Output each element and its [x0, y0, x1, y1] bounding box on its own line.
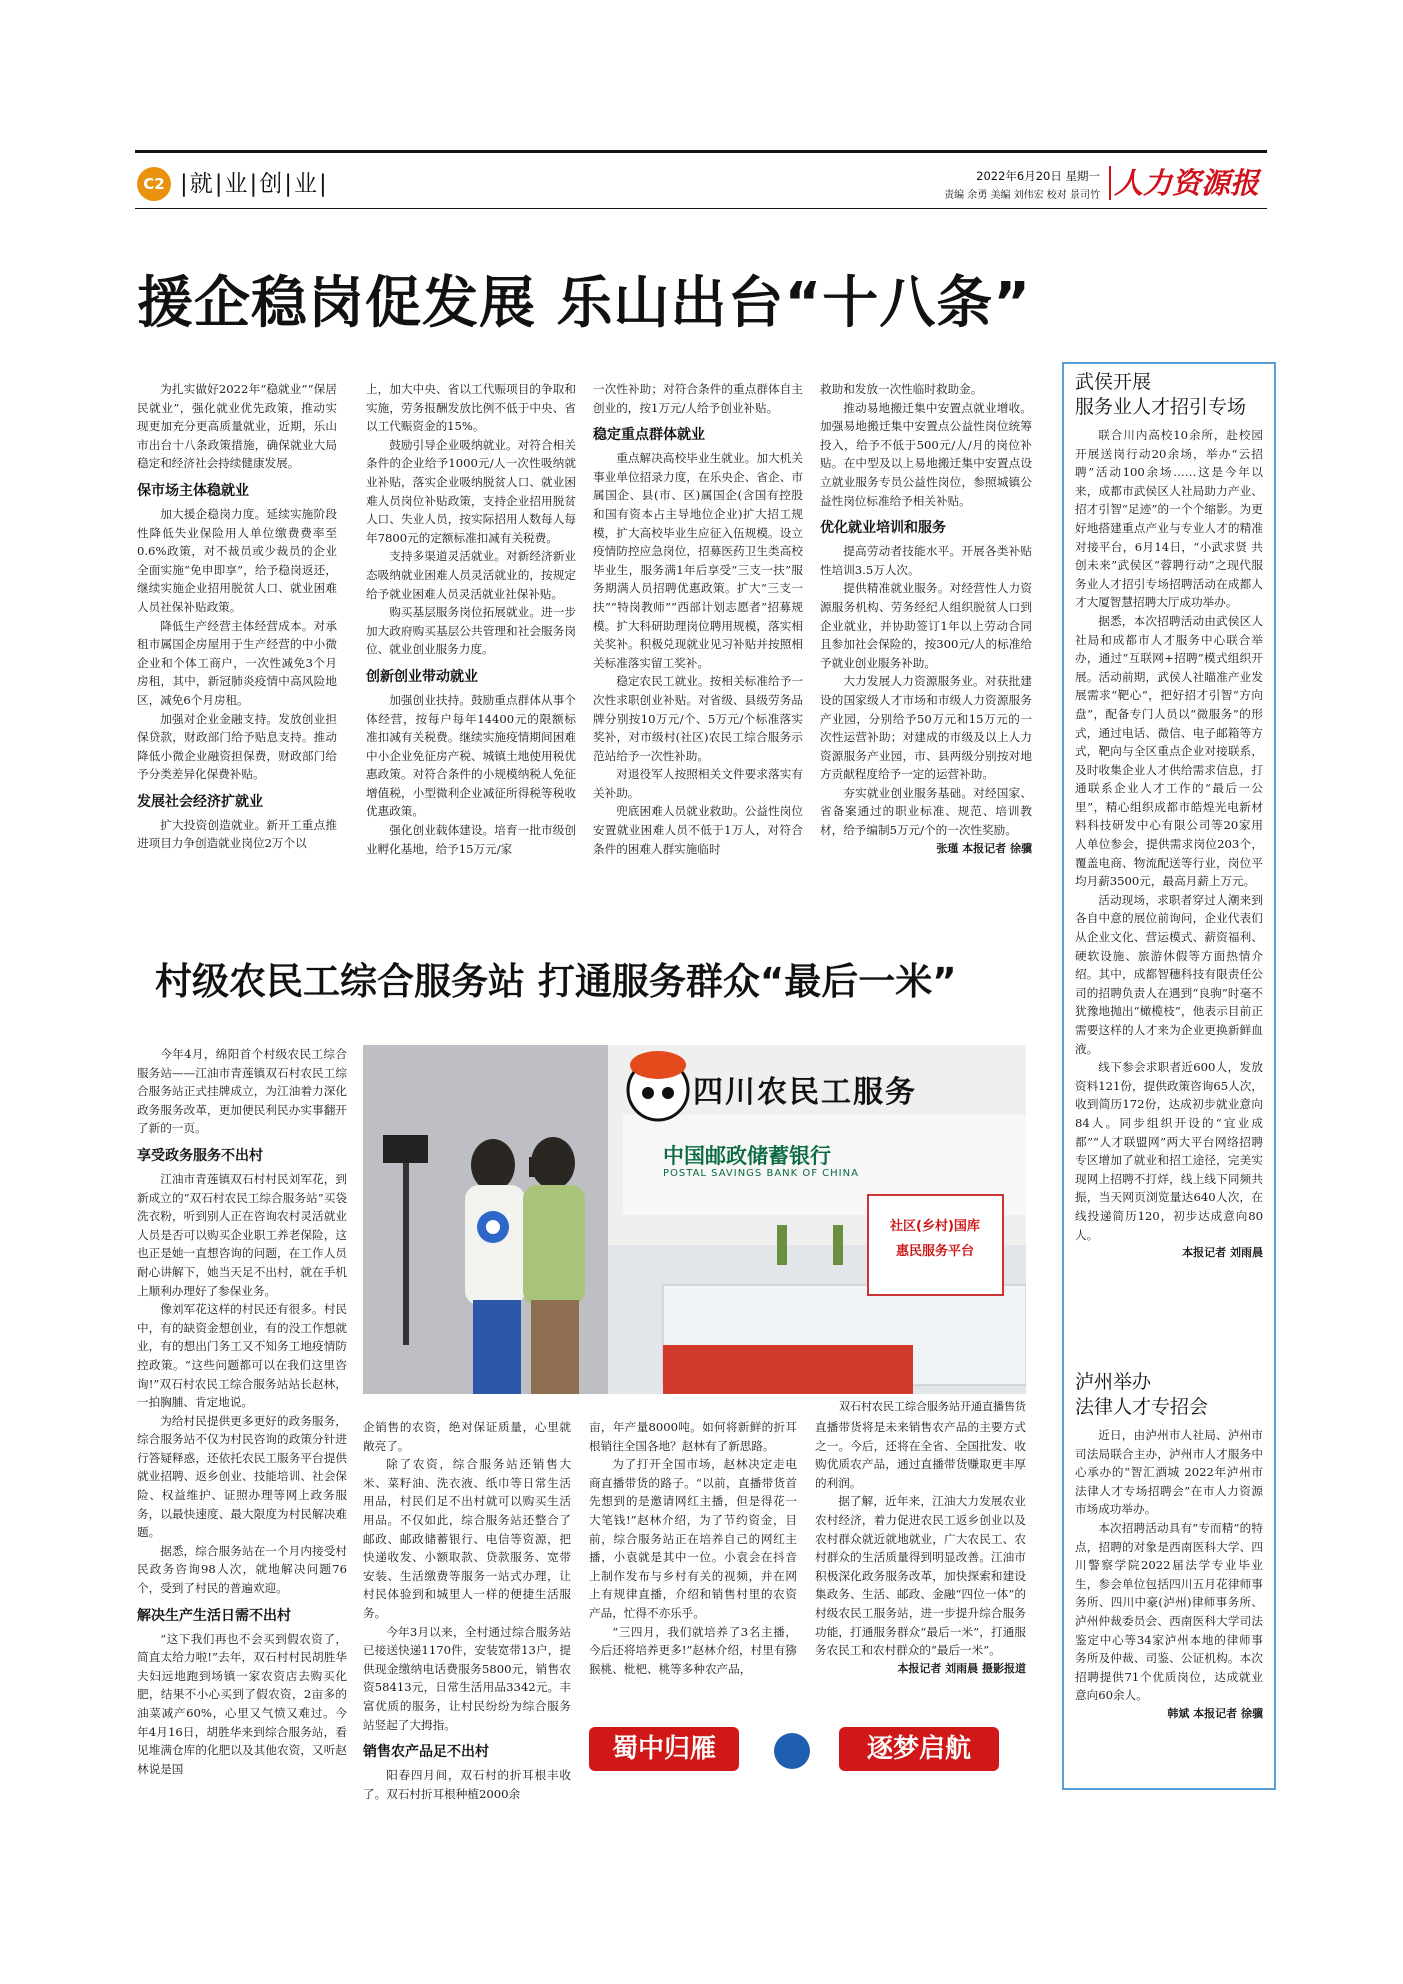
article2-column-3	[589, 1418, 797, 1678]
byline: 本报记者 刘雨晨 摄影报道	[897, 1661, 1026, 1675]
subheading: 享受政务服务不出村	[137, 1147, 263, 1164]
article2-column-1	[137, 1045, 347, 1778]
paragraph: 稳定农民工就业。按相关标准给予一次性求职创业补贴。对省级、县级劳务品牌分别按10万元/个、5万元/个标准落实奖补，对市级村(社区)农民工综合服务示范站给予一次性补助。	[593, 674, 803, 763]
paragraph: 鼓励引导企业吸纳就业。对符合相关条件的企业给予1000元/人一次性吸纳就业补贴，落实企业吸纳脱贫人口、就业困难人员岗位补贴政策，支持企业招用脱贫人口、失业人员，按实际招用人数每人每年7800元的定额标准扣减有关税费。	[366, 437, 576, 545]
paragraph: 对退役军人按照相关文件要求落实有关补助。	[593, 767, 803, 800]
paragraph: 提供精准就业服务。对经营性人力资源服务机构、劳务经纪人组织脱贫人口到企业就业，并协助签订1年以上劳动合同且参加社会保险的，按300元/人的标准给予就业创业服务补助。	[820, 581, 1032, 670]
header-top-rule	[135, 150, 1267, 153]
byline: 韩斌 本报记者 徐骥	[1167, 1706, 1263, 1720]
paragraph: 强化创业载体建设。培育一批市级创业孵化基地，给予15万元/家	[366, 823, 576, 856]
photo-caption: 双石村农民工综合服务站开通直播售货	[839, 1400, 1026, 1413]
banner-left-text: 蜀中归雁	[589, 1727, 739, 1771]
paragraph: 加强创业扶持。鼓励重点群体从事个体经营，按每户每年14400元的限额标准扣减有关税费。继续实施疫情期间困难中小企业免征房产税、城镇土地使用税优惠政策。对符合条件的小规模纳税人免征增值税，小型微利企业减征所得税等税收优惠政策。	[366, 692, 576, 819]
paragraph: 重点解决高校毕业生就业。加大机关事业单位招录力度，在乐央企、省企、市属国企、县(市、区)属国企(含国有控股和国有资本占主导地位企业)扩大招工规模，扩大高校毕业生应征入伍规模。设立疫情防控应急岗位，招募医药卫生类高校毕业生，服务满1年后享受“三支一扶”服务期满人员招聘优惠政策。扩大“三支一扶”“特岗教师”“西部计划志愿者”招募规模。扩大科研助理岗位聘用规模，落实相关奖补。积极兑现就业见习补贴并按照相关标准落实留工奖补。	[593, 451, 803, 670]
sidebar-story-1	[1075, 370, 1263, 1263]
section-title: |就|业|创|业|	[180, 171, 329, 197]
page-number-badge: C2	[137, 167, 171, 201]
photo-sign-main: 四川农民工服务	[693, 1075, 917, 1110]
paragraph: 购买基层服务岗位拓展就业。进一步加大政府购买基层公共管理和社会服务岗位、就业创业服务力度。	[366, 605, 576, 657]
byline: 张瑾 本报记者 徐骥	[936, 841, 1032, 855]
photo-bank-name: 中国邮政储蓄银行	[663, 1144, 831, 1168]
header-bottom-rule	[135, 208, 1267, 209]
paragraph: 企销售的农资，绝对保证质量，心里就敞亮了。	[363, 1420, 571, 1453]
paragraph: 联合川内高校10余所，赴校园开展送岗行动20余场，举办“云招聘”活动100余场……这是今年以来，成都市武侯区人社局助力产业、招才引智“足迹”的一个个缩影。为更好地搭建重点产业与专业人才的精准对接平台，6月14日，“小武求贤 共创未来”武侯区“蓉聘行动”之现代服务业人才招引专场招聘活动在成都人才大厦智慧招聘大厅成功举办。	[1075, 428, 1263, 610]
subheading: 优化就业培训和服务	[820, 520, 946, 537]
byline: 本报记者 刘雨晨	[1182, 1246, 1263, 1260]
article1-column-4	[820, 380, 1032, 858]
paragraph: 提高劳动者技能水平。开展各类补贴性培训3.5万人次。	[820, 544, 1032, 577]
article2-headline: 村级农民工综合服务站 打通服务群众“最后一米”	[155, 960, 957, 1003]
subheading: 保市场主体稳就业	[137, 482, 249, 499]
paragraph: 扩大投资创造就业。新开工重点推进项目力争创造就业岗位2万个以	[137, 817, 337, 851]
subheading: 稳定重点群体就业	[593, 427, 705, 444]
subheading: 创新创业带动就业	[366, 668, 478, 685]
article1-headline: 援企稳岗促发展 乐山出台“十八条”	[137, 271, 1032, 336]
subheading: 发展社会经济扩就业	[137, 793, 263, 810]
paragraph: 亩，年产量8000吨。如何将新鲜的折耳根销往全国各地？赵林有了新思路。	[589, 1420, 797, 1453]
article2-column-4	[815, 1418, 1026, 1678]
subheading: 解决生产生活日需不出村	[137, 1607, 291, 1624]
paragraph: 阳春四月间，双石村的折耳根丰收了。双石村折耳根种植2000余	[363, 1768, 571, 1801]
banner-right-text: 逐梦启航	[839, 1727, 999, 1771]
paragraph: 推动易地搬迁集中安置点就业增收。加强易地搬迁集中安置点公益性岗位统筹投入，给予不低于500元/人/月的岗位补贴。在中型及以上易地搬迁集中安置点设立就业服务专员公益性岗位，参照城镇公益性岗位标准给予相关补贴。	[820, 400, 1032, 508]
issue-date: 2022年6月20日 星期一	[976, 169, 1100, 183]
photo-bank-en: POSTAL SAVINGS BANK OF CHINA	[663, 1168, 859, 1179]
article2-column-2	[363, 1418, 571, 1803]
paragraph: 今年3月以来，全村通过综合服务站已接送快递1170件，安装宽带13户，提供现金缴纳电话费服务5800元，销售农资58413元，日常生活用品3342元。丰富优质的服务，让村民纷纷为综合服务站竖起了大拇指。	[363, 1624, 571, 1732]
paragraph: 大力发展人力资源服务业。对获批建设的国家级人才市场和市级人力资源服务产业园，分别给予50万元和15万元的一次性运营补助；对建成的市级及以上人力资源服务产业园，市、县两级分别按对地方贡献程度给予一定的运营补助。	[820, 674, 1032, 782]
paragraph: 加大援企稳岗力度。延续实施阶段性降低失业保险用人单位缴费费率至0.6%政策，对不裁员或少裁员的企业全面实施“免申即享”，给予稳岗返还，继续实施企业招用脱贫人口、就业困难人员社保补贴政策。	[137, 506, 337, 614]
paragraph: 今年4月，绵阳首个村级农民工综合服务站——江油市青莲镇双石村农民工综合服务站正式挂牌成立，为江油着力深化政务服务改革，更加便民利民办实事翻开了新的一页。	[137, 1047, 347, 1136]
sidebar-story-1-body	[1075, 426, 1263, 1263]
article1-column-1	[137, 380, 337, 853]
paragraph: 江油市青莲镇双石村村民刘军花，到新成立的“双石村农民工综合服务站”买袋洗衣粉，听到别人正在咨询农村灵活就业人员是否可以购买企业职工养老保险，这也正是她一直想咨询的问题，在工作人员耐心讲解下，她当天足不出村，就在手机上顺利办理好了参保业务。	[137, 1171, 347, 1298]
paragraph: 据悉，本次招聘活动由武侯区人社局和成都市人才服务中心联合举办，通过“互联网+招聘”模式组织开展。活动前期，武侯人社瞄准产业发展需求“靶心”，把好招才引智“方向盘”，配备专门人员以“微服务”的形式，通过电话、微信、电子邮箱等方式，靶向与全区重点企业对接联系，及时收集企业人才供给需求信息，打通联系企业人才工作的“最后一公里”，精心组织成都市皓煌光电新材料科技研发中心有限公司等20家用人单位参会，提供需求岗位203个，覆盖电商、物流配送等行业，岗位平均月薪3500元，最高月薪上万元。	[1075, 613, 1263, 889]
subheading: 销售农产品足不出村	[363, 1744, 489, 1761]
paragraph: 除了农资，综合服务站还销售大米、菜籽油、洗衣液、纸巾等日常生活用品，村民们足不出村就可以购买生活用品。不仅如此，综合服务站还整合了邮政、邮政储蓄银行、电信等资源，把快递收发、小额取款、贷款服务、宽带安装、生活缴费等服务一站式办理，让村民体验到和城里人一样的便捷生活服务。	[363, 1457, 571, 1620]
paragraph: 支持多渠道灵活就业。对新经济新业态吸纳就业困难人员灵活就业的，按规定给予就业困难人员灵活就业社保补贴。	[366, 549, 576, 601]
bottom-banner	[589, 1713, 1026, 1786]
photo-board-line1: 社区(乡村)国库	[890, 1219, 980, 1234]
paragraph: 像刘军花这样的村民还有很多。村民中，有的缺资金想创业，有的没工作想就业，有的想出门务工又不知务工地疫情防控政策。“这些问题都可以在我们这里咨询!”双石村农民工综合服务站站长赵林，一拍胸脯、肯定地说。	[137, 1302, 347, 1410]
paragraph: 据了解，近年来，江油大力发展农业农村经济，着力促进农民工返乡创业以及农村群众就近就地就业，广大农民工、农村群众的生活质量得到明显改善。江油市积极深化政务服务改革，加快探索和建设集政务、生活、邮政、金融“四位一体”的村级农民工服务站，进一步提升综合服务功能，打通服务群众“最后一米”，打通服务农民工和农村群众的“最后一米”。	[815, 1494, 1026, 1658]
paragraph: 直播带货将是未来销售农产品的主要方式之一。今后，还将在全省、全国批发、收购优质农产品，通过直播带货赚取更丰厚的利润。	[815, 1420, 1026, 1490]
paragraph: 为给村民提供更多更好的政务服务，综合服务站不仅为村民咨询的政策分针进行答疑释惑，还依托农民工服务平台提供就业招聘、返乡创业、技能培训、社会保险、权益维护、证照办理等网上政务服务，以最快速度、最大限度为村民解决难题。	[137, 1413, 347, 1540]
paragraph: 本次招聘活动具有“专而精”的特点，招聘的对象是西南医科大学、四川警察学院2022届法学专业毕业生，参会单位包括四川五月花律师事务所、四川中豪(泸州)律师事务所、泸州仲裁委员会、西南医科大学司法鉴定中心等34家泸州本地的律师事务所及仲裁、司鉴、公证机构。本次招聘提供71个优质岗位，达成就业意向60余人。	[1075, 1520, 1263, 1703]
paragraph: 据悉，综合服务站在一个月内接受村民政务咨询98人次，就地解决问题76个，受到了村民的普遍欢迎。	[137, 1543, 347, 1596]
article2-photo	[363, 1045, 1026, 1394]
paragraph: 为了打开全国市场，赵林决定走电商直播带货的路子。“以前，直播带货首先想到的是邀请网红主播，但是得花一大笔钱!”赵林介绍，为了节约资金，目前，综合服务站正在培养自己的网红主播，小袁就是其中一位。小袁会在抖音上制作发布与乡村有关的视频，并在网上有规律直播，介绍和销售村里的农资产品，忙得不亦乐乎。	[589, 1457, 797, 1620]
sidebar-story-2	[1075, 1370, 1263, 1724]
paragraph: 线下参会求职者近600人，发放资料121份，提供政策咨询65人次，收到简历172份，达成初步就业意向84人。同步组织开设的“宜业成都”“人才联盟网”两大平台网络招聘专区增加了就业和招工途径，完美实现网上招聘不打烊，线上线下同频共振，当天网页浏览量达640人次，在线投递简历120，初步达成意向80人。	[1075, 1060, 1263, 1242]
paragraph: “三四月，我们就培养了3名主播，今后还将培养更多!”赵林介绍，村里有猕猴桃、枇杷、桃等多种农产品，	[589, 1624, 797, 1676]
paragraph: 夯实就业创业服务基础。对经国家、省备案通过的职业标准、规范、培训教材，给予编制5万元/个的一次性奖励。	[820, 785, 1032, 838]
sidebar-story-2-body	[1075, 1426, 1263, 1724]
banner-emblem-icon	[774, 1733, 810, 1769]
paragraph: 为扎实做好2022年“稳就业”“保居民就业”，强化就业优先政策，推动实现更加充分更高质量就业，近期，乐山市出台十八条政策措施，确保就业大局稳定和经济社会持续健康发展。	[137, 382, 337, 471]
article1-column-3	[593, 380, 803, 858]
sidebar-story-2-title: 泸州举办 法律人才专招会	[1075, 1371, 1209, 1418]
photo-board-line2: 惠民服务平台	[895, 1244, 974, 1259]
paragraph: 救助和发放一次性临时救助金。	[820, 382, 983, 396]
article1-column-2	[366, 380, 576, 858]
paragraph: 近日，由泸州市人社局、泸州市司法局联合主办，泸州市人才服务中心承办的“智汇酒城 2022年泸州市法律人才专场招聘会”在市人力资源市场成功举办。	[1075, 1428, 1263, 1517]
newspaper-logo: 人力资源报	[1114, 166, 1260, 200]
header-divider	[1109, 166, 1111, 200]
paragraph: 加强对企业金融支持。发放创业担保贷款，财政部门给予贴息支持。推动降低小微企业融资担保费，财政部门给予分类差异化保费补贴。	[137, 711, 337, 782]
paragraph: 上，加大中央、省以工代赈项目的争取和实施，劳务报酬发放比例不低于中央、省以工代赈资金的15%。	[366, 382, 576, 434]
paragraph: 活动现场，求职者穿过人潮来到各自中意的展位前询问，企业代表们从企业文化、营运模式、薪资福利、硬软设施、旅游休假等方面热情介绍。其中，成都智穗科技有限责任公司的招聘负责人在遇到“良驹”时毫不犹豫地抛出“橄榄枝”，他表示目前正需要这样的人才来为企业更换新鲜血液。	[1075, 892, 1263, 1056]
paragraph: 兜底困难人员就业救助。公益性岗位安置就业困难人员不低于1万人，对符合条件的困难人群实施临时	[593, 804, 803, 856]
sidebar-story-1-title: 武侯开展 服务业人才招引专场	[1075, 371, 1247, 418]
editors-line: 责编 余勇 美编 刘伟宏 校对 景司竹	[944, 190, 1100, 201]
paragraph: 一次性补助；对符合条件的重点群体自主创业的，按1万元/人给予创业补贴。	[593, 382, 803, 415]
paragraph: 降低生产经营主体经营成本。对承租市属国企房屋用于生产经营的中小微企业和个体工商户，一次性减免3个月房租，其中，新冠肺炎疫情中高风险地区，减免6个月房租。	[137, 618, 337, 707]
paragraph: “这下我们再也不会买到假农资了，简直太给力啦!”去年，双石村村民胡胜华夫妇远地跑到场镇一家农资店去购买化肥，结果不小心买到了假农资，2亩多的油菜减产60%，心里又气愤又难过。今年4月16日，胡胜华来到综合服务站，看见堆满仓库的化肥以及其他农资，又听赵林说是国	[137, 1631, 347, 1776]
